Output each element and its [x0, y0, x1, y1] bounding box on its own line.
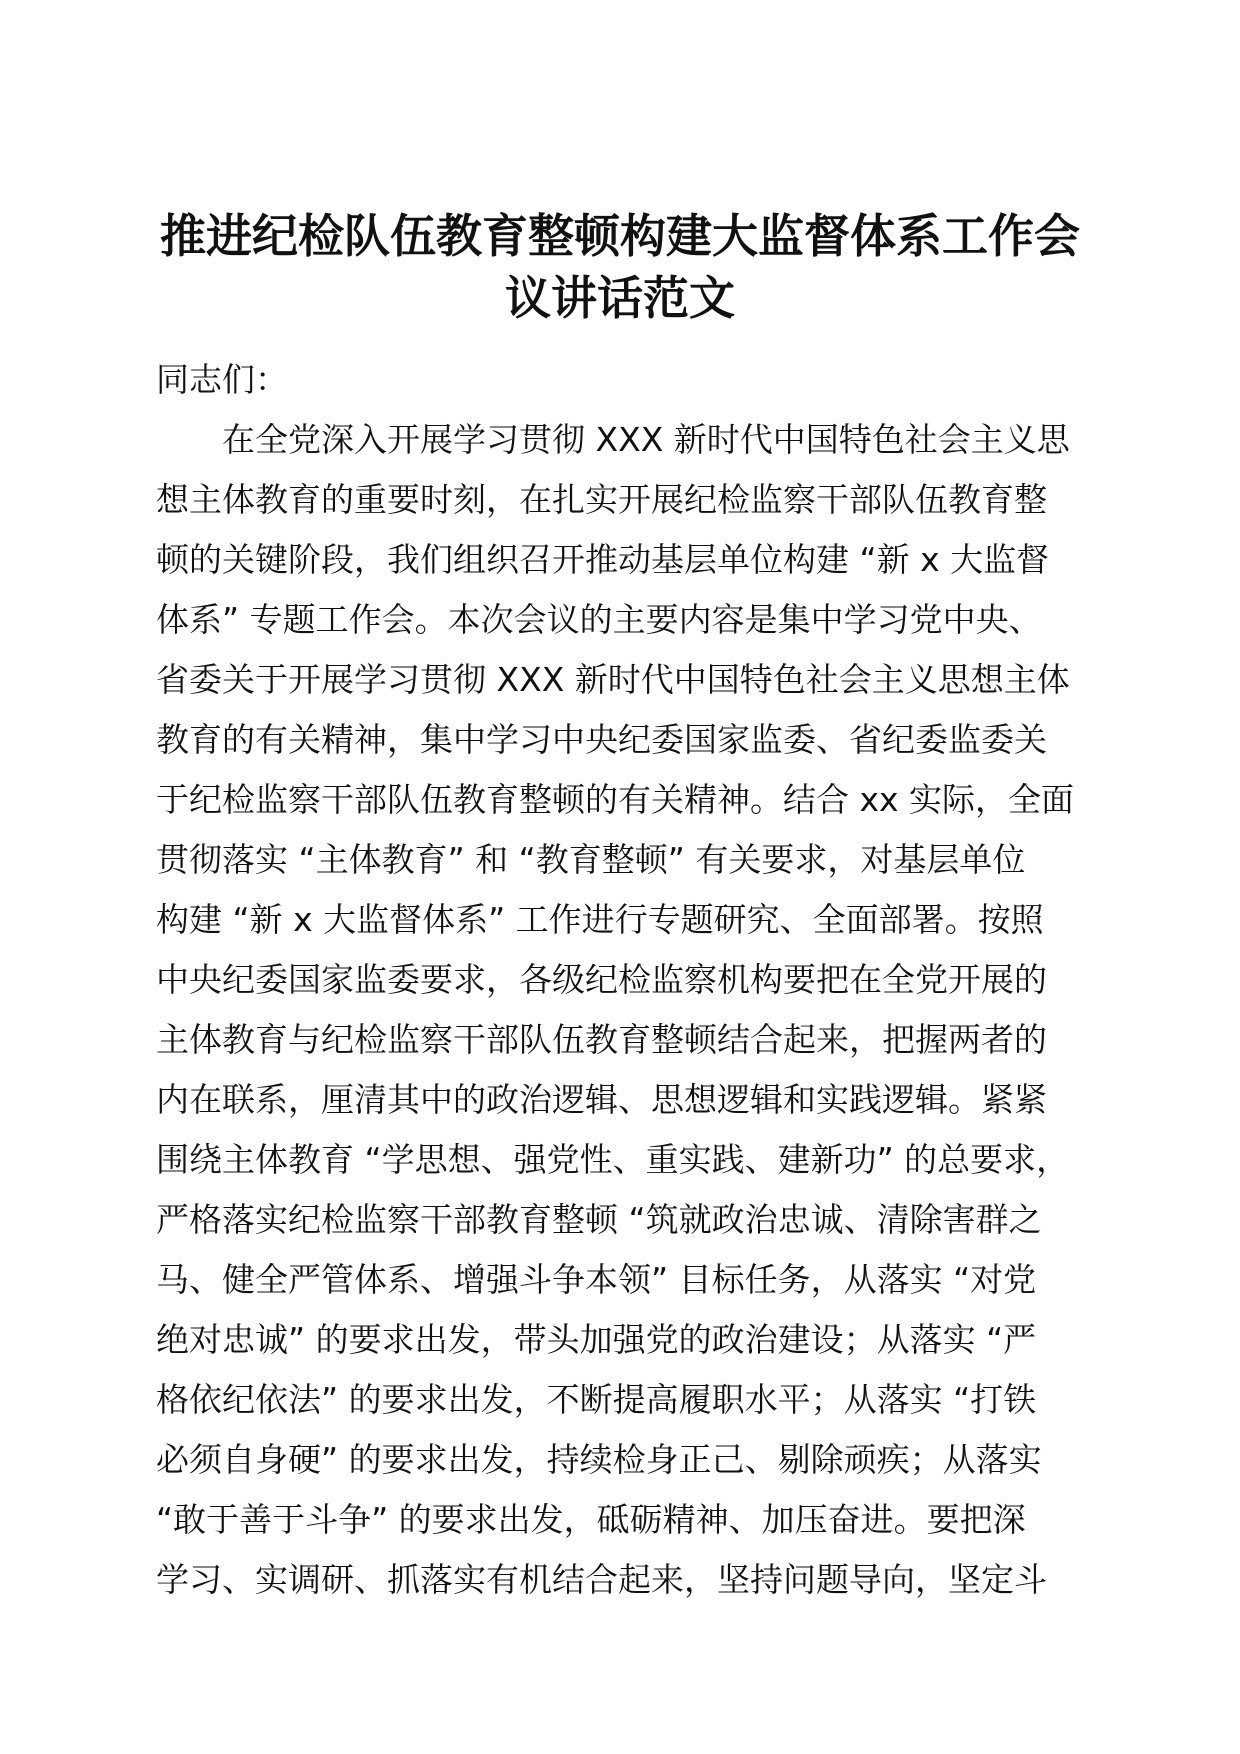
- paragraph-line: 构建 “新 x 大监督体系” 工作进行专题研究、全面部署。按照: [156, 900, 1044, 939]
- document-body: [156, 350, 1096, 1610]
- title-line-1: 推进纪检队伍教育整顿构建大监督体系工作会: [160, 209, 1080, 263]
- document-title: [150, 205, 1090, 329]
- paragraph-line: 教育的有关精神，集中学习中央纪委国家监委、省纪委监委关: [156, 720, 1047, 759]
- paragraph-line: 主体教育与纪检监察干部队伍教育整顿结合起来，把握两者的: [156, 1020, 1047, 1059]
- paragraph-line: 贯彻落实 “主体教育” 和 “教育整顿” 有关要求，对基层单位: [156, 840, 1026, 879]
- paragraph-line: 中央纪委国家监委要求，各级纪检监察机构要把在全党开展的: [156, 960, 1047, 999]
- paragraph-line: 体系” 专题工作会。本次会议的主要内容是集中学习党中央、: [156, 600, 1042, 639]
- salutation: 同志们：: [156, 360, 288, 399]
- paragraph-line: 于纪检监察干部队伍教育整顿的有关精神。结合 xx 实际，全面: [156, 780, 1075, 819]
- paragraph-line: 必须自身硬” 的要求出发，持续检身正己、剔除顽疾；从落实: [156, 1440, 1042, 1479]
- paragraph-line: 内在联系，厘清其中的政治逻辑、思想逻辑和实践逻辑。紧紧: [156, 1080, 1047, 1119]
- paragraph-line: 严格落实纪检监察干部教育整顿 “筑就政治忠诚、清除害群之: [156, 1200, 1042, 1239]
- paragraph-line: “敢于善于斗争” 的要求出发，砥砺精神、加压奋进。要把深: [156, 1500, 1026, 1539]
- paragraph-line: 学习、实调研、抓落实有机结合起来，坚持问题导向，坚定斗: [156, 1560, 1047, 1599]
- paragraph-line: 顿的关键阶段，我们组织召开推动基层单位构建 “新 x 大监督: [156, 540, 1050, 579]
- paragraph-line: 想主体教育的重要时刻，在扎实开展纪检监察干部队伍教育整: [156, 480, 1047, 519]
- paragraph-line: 省委关于开展学习贯彻 XXX 新时代中国特色社会主义思想主体: [156, 660, 1070, 699]
- paragraph-line: 围绕主体教育 “学思想、强党性、重实践、建新功” 的总要求，: [156, 1140, 1070, 1179]
- paragraph-line: 在全党深入开展学习贯彻 XXX 新时代中国特色社会主义思: [222, 420, 1070, 459]
- paragraph-line: 马、健全严管体系、增强斗争本领” 目标任务，从落实 “对党: [156, 1260, 1037, 1299]
- paragraph-line: 格依纪依法” 的要求出发，不断提高履职水平；从落实 “打铁: [156, 1380, 1037, 1419]
- paragraph-line: 绝对忠诚” 的要求出发，带头加强党的政治建设；从落实 “严: [156, 1320, 1037, 1359]
- title-line-2: 议讲话范文: [505, 271, 735, 325]
